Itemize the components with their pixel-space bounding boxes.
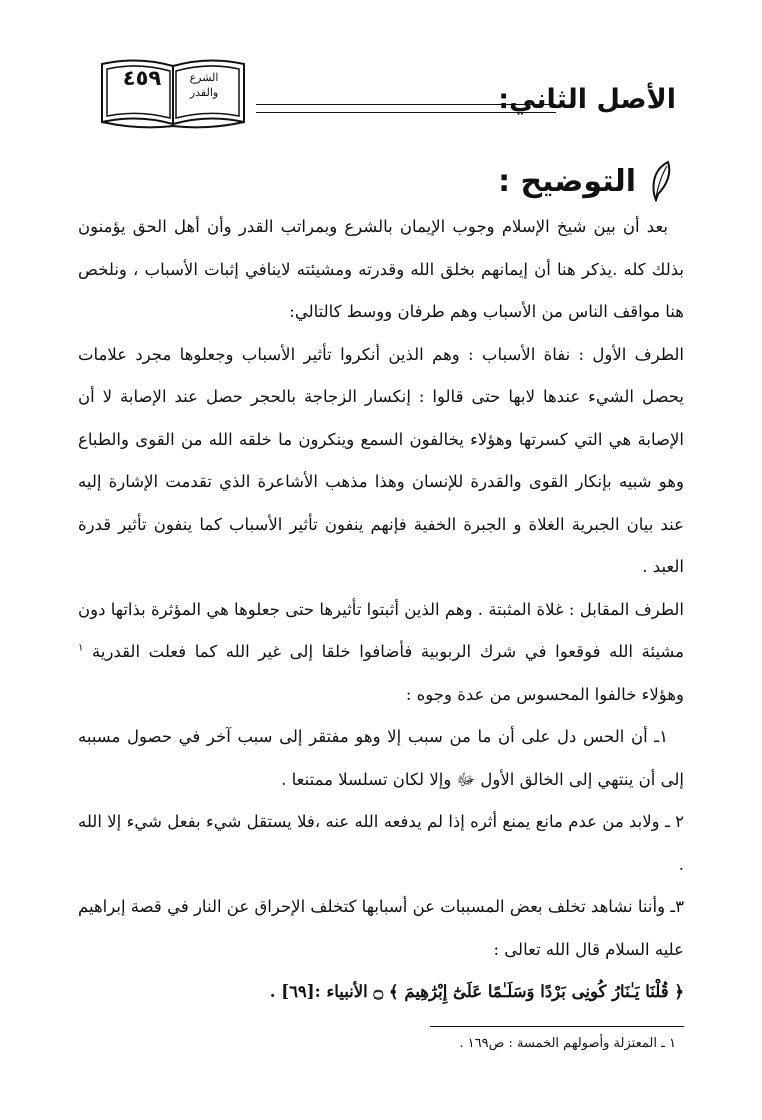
header-double-rule xyxy=(256,104,556,113)
body-text xyxy=(78,206,684,1014)
section-heading xyxy=(498,160,676,202)
quran-verse: ﴿ قُلْنَا يَـٰنَارُ كُونِى بَرْدًا وَسَلَـٰمًا عَلَىٰٓ إِبْرَٰهِيمَ ﴾ ۝ الأنبياء :[٦٩] . xyxy=(269,982,684,1001)
point-two: ٢ ـ ولابد من عدم مانع يمنع أثره إذا لم يدفعه الله عنه ،فلا يستقل شيء بفعل شيء إلا الله . xyxy=(78,812,684,874)
paragraph-opposite-side xyxy=(78,589,684,717)
book-subtitle-line1: الشرع xyxy=(189,71,219,84)
book-subtitle-line2: والقدر xyxy=(189,86,219,99)
footnote-marker: ١ xyxy=(78,642,84,654)
feather-pen-icon xyxy=(646,160,676,202)
chapter-title: الأصل الثاني: xyxy=(498,84,676,115)
page-number: ٤٥٩ xyxy=(122,66,162,90)
footnote-rule xyxy=(430,1026,684,1027)
footnote: ١ ـ المعتزلة وأصولهم الخمسة : ص١٦٩ . xyxy=(459,1036,676,1051)
paragraph-opposite-side-tail: وهؤلاء خالفوا المحسوس من عدة وجوه : xyxy=(405,684,684,704)
point-three: ٣ـ وأننا نشاهد تخلف بعض المسببات عن أسبابها كتخلف الإحراق عن النار في قصة إبراهيم عليه السلام قال الله تعالى : xyxy=(78,897,684,959)
section-title: التوضيح : xyxy=(498,163,636,199)
paragraph-first-side: الطرف الأول : نفاة الأسباب : وهم الذين أنكروا تأثير الأسباب وجعلوها مجرد علامات يحصل الشيء عندها لابها حتى قالوا : إنكسار الزجاجة بالحجر حصل عند الإصابة لا أن الإصابة هي التي كسرتها وهؤلاء يخالفون السمع وينكرون ما خلقه الله من القوى والطباع وهو شبيه بإنكار القوى والقدرة للإنسان وهذا مذهب الأشاعرة الذي تقدمت الإشارة إليه عند بيان الجبرية الغلاة و الجبرة الخفية فإنهم ينفون تأثير الأسباب كما ينفون تأثير قدرة العبد . xyxy=(78,344,684,576)
paragraph-intro: بعد أن بين شيخ الإسلام وجوب الإيمان بالشرع وبمراتب القدر وأن أهل الحق يؤمنون بذلك كله .يذكر هنا أن إيمانهم بخلق الله وقدرته ومشيئته لاينافي إثبات الأسباب ، ونلخص هنا مواقف الناس من الأسباب وهم طرفان ووسط كالتالي: xyxy=(78,217,684,321)
book-subtitle xyxy=(178,70,230,100)
paragraph-opposite-side-text: الطرف المقابل : غلاة المثبتة . وهم الذين أثبتوا تأثيرها حتى جعلوها هي المؤثرة بذاتها دون مشيئة الله فوقعوا في شرك الربوبية فأضافوا خلقا إلى غير الله كما فعلت القدرية xyxy=(78,599,684,661)
point-one: ١ـ أن الحس دل على أن ما من سبب إلا وهو مفتقر إلى سبب آخر في حصول مسببه إلى أن ينتهي إلى الخالق الأول ﷻ وإلا لكان تسلسلا ممتنعا . xyxy=(78,727,684,789)
